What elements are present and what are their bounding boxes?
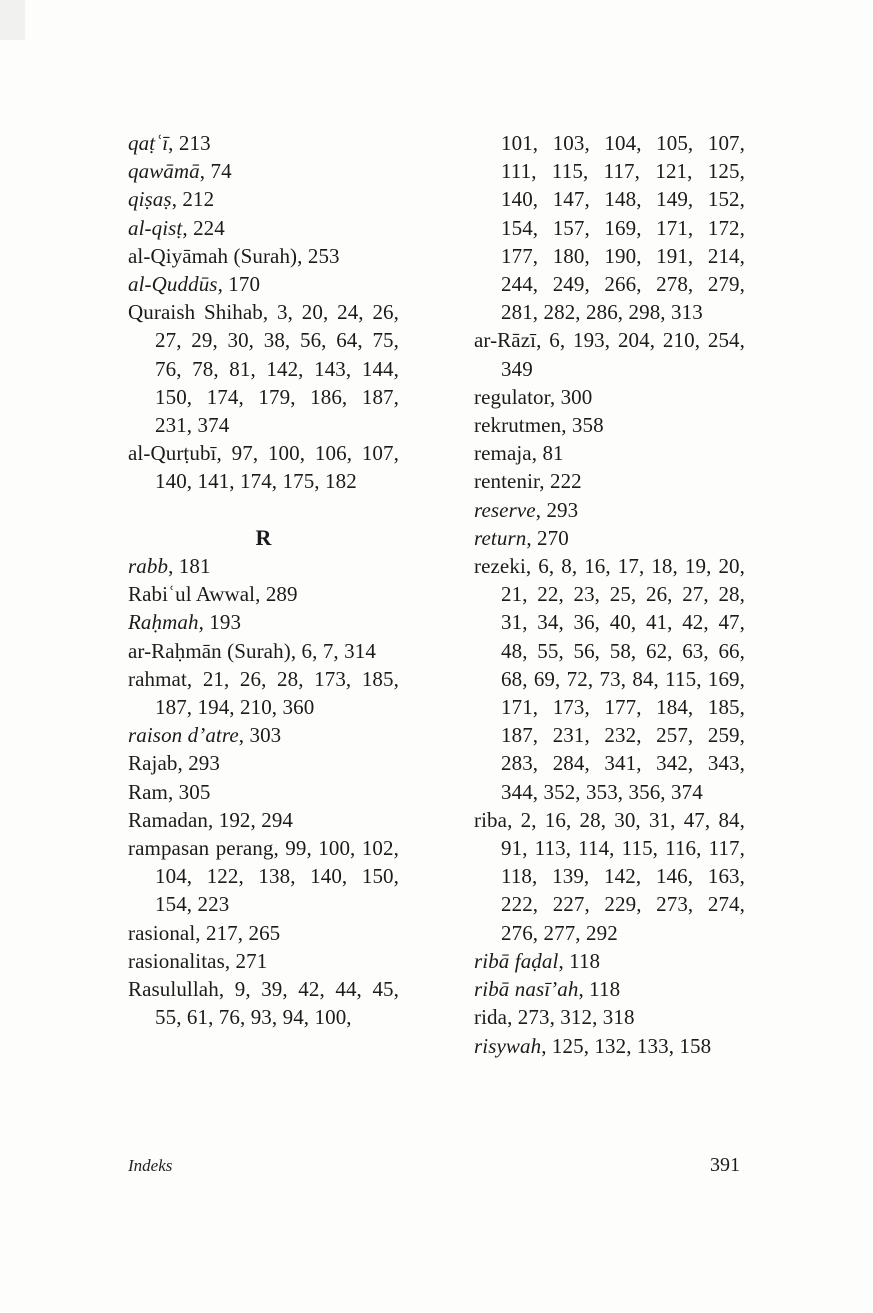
index-entry [474,383,745,411]
entry-pages: 2, 16, 28, 30, 31, 47, 84, 91, 113, 114, 115, 116, 117, 118, 139, 142, 146, 163, 222, 227, 229, 273, 274, 276, 277, 292 [501,807,745,945]
entry-separator: , [297,243,308,268]
index-entry [128,665,399,721]
letter-heading: R [255,524,272,550]
entry-separator: , [199,159,211,184]
index-entry [128,947,399,975]
entry-separator: , [561,413,572,438]
entry-pages: 212 [182,187,215,212]
entry-pages: 3, 20, 24, 26, 27, 29, 30, 38, 56, 64, 75, 76, 78, 81, 142, 143, 144, 150, 174, 179, 186, 187, 231, 374 [155,300,399,438]
entry-separator: , [290,638,302,663]
entry-pages: 305 [178,779,211,804]
entry-separator: , [262,300,278,325]
page-footer [128,1154,740,1177]
entry-separator: , [578,977,590,1002]
entry-pages: 273, 312, 318 [517,1005,635,1030]
entry-pages: 97, 100, 106, 107, 140, 141, 174, 175, 182 [155,441,399,494]
entry-term: reserve [474,497,536,522]
entry-term: rabb [128,554,169,579]
index-entry [474,975,745,1003]
entry-pages: 9, 39, 42, 44, 45, 55, 61, 76, 93, 94, 100, [155,977,399,1030]
index-entry [128,439,399,495]
entry-pages: 118 [569,948,601,973]
index-entry [128,806,399,834]
entry-separator: , [186,666,203,691]
entry-pages: 6, 193, 204, 210, 254, 349 [501,328,745,381]
entry-separator: , [539,469,550,494]
entry-term: qawāmā [128,159,200,184]
entry-pages: 217, 265 [205,920,281,945]
index-entry [474,524,745,552]
entry-pages: 293 [188,751,220,776]
index-entry [128,157,399,185]
entry-separator: , [216,441,232,466]
entry-separator: , [167,779,179,804]
index-columns [128,129,745,1060]
entry-separator: , [217,272,229,297]
entry-separator: , [541,1033,552,1058]
entry-separator: , [177,751,189,776]
index-entry [474,1003,745,1031]
entry-term: rekrutmen [474,413,562,438]
right-column [474,129,745,1060]
entry-pages: 74 [210,159,232,184]
index-entry [128,608,399,636]
entry-term: riba [474,807,508,832]
entry-pages: 300 [560,384,593,409]
entry-separator: , [198,610,210,635]
entry-separator: , [218,977,235,1002]
entry-term: return [474,525,527,550]
entry-pages: 101, 103, 104, 105, 107, 111, 115, 117, 121, 125, 140, 147, 148, 149, 152, 154, 157, 169, 171, 172, 177, 180, 190, 191, 214, 244, 249, 266, 278, 279, 281, 282, 286, 298, 313 [501,131,745,325]
entry-separator: , [238,723,250,748]
entry-term: ribā faḍal [474,948,559,973]
entry-pages: 99, 100, 102, 104, 122, 138, 140, 150, 154, 223 [155,836,399,917]
entry-term: ribā nasī’ah [474,977,579,1002]
entry-pages: 222 [549,469,582,494]
index-entry [128,721,399,749]
entry-pages: 6, 8, 16, 17, 18, 19, 20, 21, 22, 23, 25, 26, 27, 28, 31, 34, 36, 40, 41, 42, 47, 48, 55, 56, 58, 62, 63, 66, 68, 69, 72, 73, 84, 115, 169, 171, 173, 177, 184, 185, 187, 231, 232, 257, 259, 283, 284, 341, 342, 343, 344, 352, 353, 356, 374 [501,554,746,804]
index-entry [128,975,399,1031]
entry-separator: , [168,131,179,155]
index-entry [128,185,399,213]
index-entry [128,919,399,947]
index-entry [128,834,399,919]
entry-term: rasionalitas [128,948,225,973]
entry-term: Ramadan [128,807,209,832]
entry-pages: 303 [249,723,282,748]
index-entry [474,552,745,806]
entry-separator: , [182,215,194,240]
entry-pages: 21, 26, 28, 173, 185, 187, 194, 210, 360 [155,666,399,720]
entry-term: Raḥmah [128,610,199,635]
index-entry [128,298,399,439]
page-number: 391 [710,1154,740,1176]
entry-pages: 181 [178,554,211,579]
index-entry [128,214,399,242]
entry-pages: 81 [542,441,564,466]
entry-term: Rasulullah [128,977,219,1002]
entry-term: Rajab [128,751,178,776]
entry-term: rida [474,1005,508,1030]
entry-separator: , [558,948,570,973]
entry-pages: 358 [571,413,604,438]
index-entry [474,129,745,326]
entry-separator: , [507,1005,518,1030]
entry-separator: , [171,187,183,212]
entry-separator: , [535,497,547,522]
index-entry [128,242,399,270]
entry-pages: 118 [589,977,621,1002]
entry-separator: , [507,807,521,832]
entry-separator: , [224,948,236,973]
entry-term: Quraish Shihab [128,300,263,325]
index-entry [474,326,745,382]
entry-separator: , [208,807,219,832]
entry-term: rahmat [128,666,187,691]
entry-pages: 224 [193,215,225,240]
entry-separator: , [536,328,550,353]
index-entry [128,778,399,806]
entry-pages: 293 [546,497,579,522]
index-entry [128,637,399,665]
entry-term: rezeki [474,554,526,579]
index-entry [128,129,399,157]
entry-term: rampasan perang [128,836,274,861]
entry-pages: 253 [307,243,340,268]
entry-pages: 125, 132, 133, 158 [551,1033,712,1058]
entry-term: qiṣaṣ [128,187,172,212]
entry-separator: , [273,836,286,861]
running-title: Indeks [128,1156,173,1175]
entry-term: al-qisṭ [128,215,183,240]
entry-pages: 289 [265,582,298,607]
scan-artifact [0,0,25,40]
index-entry [128,270,399,298]
entry-term: risywah [474,1033,542,1058]
index-entry [474,806,745,947]
entry-pages: 271 [235,948,268,973]
entry-separator: , [255,582,266,607]
index-entry [128,749,399,777]
entry-term: rentenir [474,469,540,494]
index-entry [474,496,745,524]
entry-separator: , [549,384,561,409]
entry-separator: , [168,554,179,579]
entry-term: qaṭʿī [128,131,169,155]
entry-term: Ram [128,779,168,804]
index-entry [474,1032,745,1060]
entry-term: al-Quddūs [128,272,218,297]
index-entry [474,947,745,975]
entry-pages: 192, 294 [218,807,294,832]
entry-term: al-Qiyāmah (Surah) [128,243,298,268]
entry-term: ar-Raḥmān (Surah) [128,638,291,663]
entry-pages: 6, 7, 314 [301,638,376,663]
entry-term: remaja [474,441,532,466]
entry-pages: 170 [228,272,261,297]
entry-pages: 270 [537,525,569,550]
entry-term: ar-Rāzī [474,328,537,353]
index-entry [474,439,745,467]
entry-separator: , [526,525,538,550]
index-entry [128,552,399,580]
entry-term: al-Qurṭubī [128,441,217,466]
index-entry [128,580,399,608]
index-entry [474,411,745,439]
left-column [128,129,399,1060]
entry-pages: 213 [178,131,211,155]
entry-term: rasional [128,920,196,945]
entry-term: Rabiʿul Awwal [128,582,256,607]
entry-separator: , [525,554,539,579]
index-entry [474,467,745,495]
entry-separator: , [195,920,206,945]
entry-term: regulator [474,384,550,409]
entry-separator: , [531,441,543,466]
entry-pages: 193 [209,610,242,635]
entry-term: raison d’atre [128,723,239,748]
